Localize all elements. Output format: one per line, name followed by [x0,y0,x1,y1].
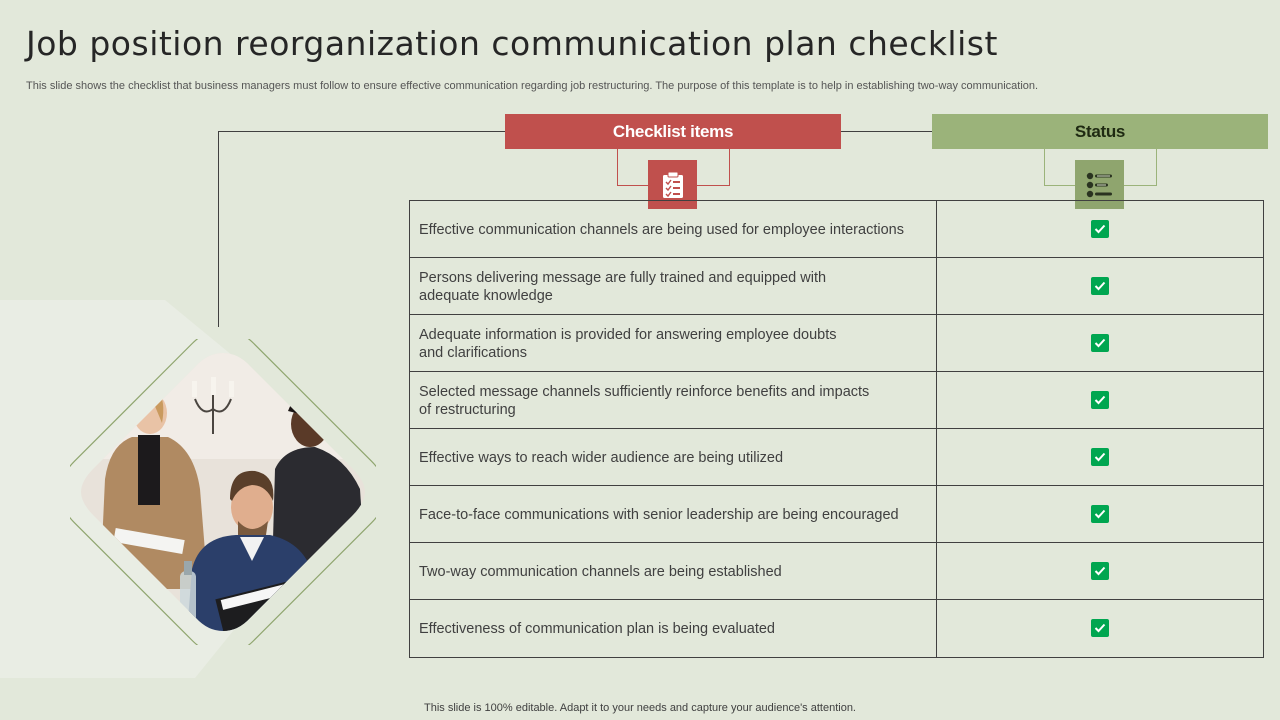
checklist-item-text [419,372,919,429]
checklist-item-text [419,201,919,258]
slide-subtitle: This slide shows the checklist that business managers must follow to ensure effective communication regarding job restructuring. The purpose of this template is to help in establishing two-way communication. [26,80,1039,92]
checklist-item-text [419,543,919,600]
slide-title: Job position reorganization communication plan checklist [26,24,998,63]
checkbox-checked-icon[interactable] [1091,562,1109,580]
checkbox-checked-icon[interactable] [1091,220,1109,238]
table-row [410,315,1263,372]
checklist-item-line1: Effective communication channels are being used for employee interactions [419,221,904,238]
checkbox-checked-icon[interactable] [1091,334,1109,352]
checklist-item-text [419,600,919,657]
checklist-item-line1: Effectiveness of communication plan is being evaluated [419,620,776,637]
checklist-item-line2: and clarifications [419,344,527,361]
checklist-item-text [419,486,919,543]
checklist-table [409,200,1264,658]
table-row [410,600,1263,657]
checklist-item-text [419,258,919,315]
checklist-item-line1: Two-way communication channels are being established [419,563,782,580]
checklist-item-line1: Selected message channels sufficiently reinforce benefits and impacts [419,383,870,400]
checklist-header: Checklist items [505,114,841,149]
checkbox-checked-icon[interactable] [1091,505,1109,523]
table-row [410,372,1263,429]
checklist-item-line1: Face-to-face communications with senior leadership are being encouraged [419,506,899,523]
checkbox-checked-icon[interactable] [1091,619,1109,637]
table-row [410,429,1263,486]
checklist-item-line2: of restructuring [419,401,516,418]
checklist-item-text [419,315,919,372]
checklist-item-line1: Persons delivering message are fully trained and equipped with [419,269,827,286]
slide-footer: This slide is 100% editable. Adapt it to your needs and capture your audience's attention. [424,702,856,714]
checklist-item-line1: Effective ways to reach wider audience are being utilized [419,449,784,466]
table-row [410,258,1263,315]
status-header: Status [932,114,1268,149]
checkbox-checked-icon[interactable] [1091,391,1109,409]
table-row [410,486,1263,543]
connector-vertical [218,131,219,327]
team-photo [70,339,376,645]
table-row [410,543,1263,600]
table-row [410,201,1263,258]
checklist-item-line1: Adequate information is provided for answering employee doubts [419,326,837,343]
checkbox-checked-icon[interactable] [1091,448,1109,466]
checklist-item-text [419,429,919,486]
checkbox-checked-icon[interactable] [1091,277,1109,295]
checklist-item-line2: adequate knowledge [419,287,553,304]
